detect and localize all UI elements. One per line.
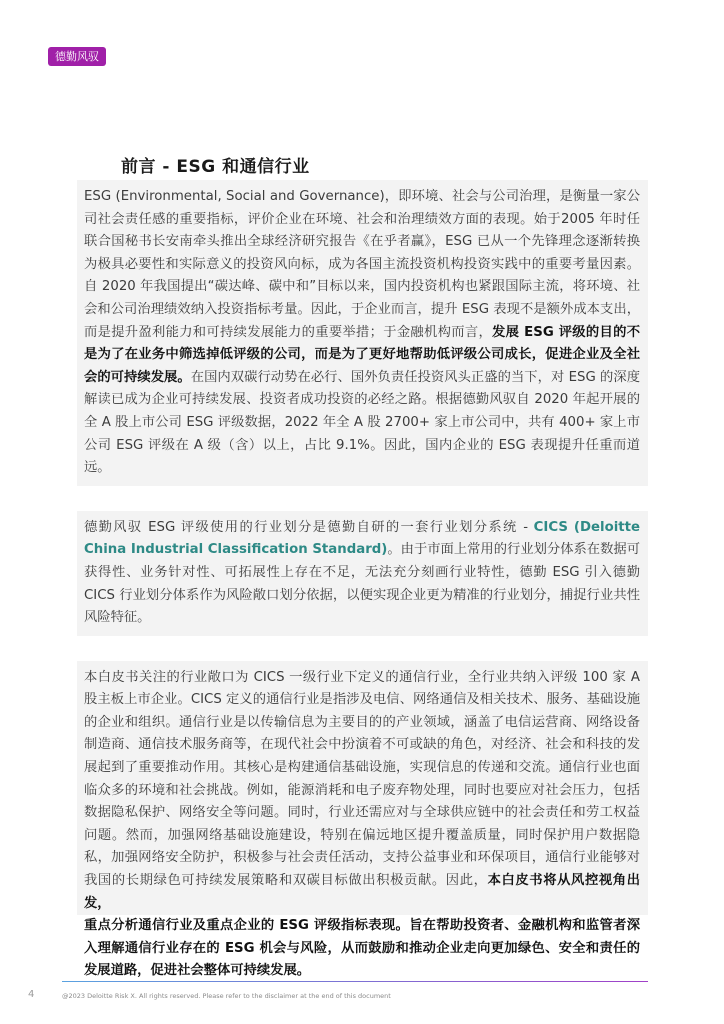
paragraph-emphasis: 本白皮书将从风控视角出发， [84, 873, 641, 911]
footer-copyright: @2023 Deloitte Risk X. All rights reserved. Please refer to the disclaimer at the end of this document [62, 992, 391, 1000]
paragraph-esg-intro [77, 180, 648, 486]
paragraph-cics [77, 511, 648, 636]
footer-divider [62, 981, 648, 982]
paragraph-text: 。由于市面上常用的行业划分体系在数据可获得性、业务针对性、可拓展性上存在不足，无法充分刻画行业特性，德勤 ESG 引入德勤 CICS 行业划分体系作为风险敞口划分依据，以便实现企业更为精准的行业划分，捕捉行业共性风险特征。 [84, 542, 640, 626]
paragraph-emphasis: 发展 ESG 评级的目的不是为了在业务中筛选掉低评级的公司，而是为了更好地帮助低评级公司成长，促进企业及全社会的可持续发展。 [84, 324, 640, 385]
paragraph-text: 在国内双碳行动势在必行、国外负责任投资风头正盛的当下，对 ESG 的深度解读已成为企业可持续发展、投资者成功投资的必经之路。根据德勤风驭自 2020 年起开展的全 A 股上市公司 ESG 评级数据，2022 年全 A 股 2700+ 家上市公司中，共有 400+ 家上市公司 ESG 评级在 A 级（含）以上，占比 9.1%。因此，国内企业的 ESG 表现提升任重而道远。 [84, 369, 641, 476]
content-area [77, 180, 648, 983]
cics-highlight: CICS (Deloitte China Industrial Classification Standard) [84, 519, 641, 558]
paragraph-text: 德勤风驭 ESG 评级使用的行业划分是德勤自研的一套行业划分系统 - [84, 519, 534, 535]
paragraph-text: ESG (Environmental, Social and Governance)，即环境、社会与公司治理，是衡量一家公司社会责任感的重要指标，评价企业在环境、社会和治理绩效方面的表现。始于2005 年时任联合国秘书长安南牵头推出全球经济研究报告《在乎者赢》，ESG 已从一个先锋理念逐渐转换为极具必要性和实际意义的投资风向标，成为各国主流投资机构投资实践中的重要考量因素。自 2020 年我国提出“碳达峰、碳中和”目标以来，国内投资机构也紧跟国际主流，将环境、社会和公司治理绩效纳入投资指标考量。因此，于企业而言，提升 ESG 表现不是额外成本支出，而是提升盈利能力和可持续发展能力的重要举措；于金融机构而言， [84, 189, 640, 340]
page-number: 4 [28, 989, 35, 1000]
brand-tag: 德勤风驭 [48, 47, 106, 66]
paragraph-telecom [77, 661, 648, 916]
paragraph-conclusion: 重点分析通信行业及重点企业的 ESG 评级指标表现。旨在帮助投资者、金融机构和监管者深入理解通信行业存在的 ESG 机会与风险，从而鼓励和推动企业走向更加绿色、安全和责任的发展道路，促进社会整体可持续发展。 [84, 918, 640, 979]
section-title: 前言 - ESG 和通信行业 [121, 157, 310, 177]
paragraph-text: 本白皮书关注的行业敞口为 CICS 一级行业下定义的通信行业，全行业共纳入评级 100 家 A 股主板上市企业。CICS 定义的通信行业是指涉及电信、网络通信及相关技术、服务、基础设施的企业和组织。通信行业是以传输信息为主要目的的产业领域，涵盖了电信运营商、网络设备制造商、通信技术服务商等，在现代社会中扮演着不可或缺的角色，对经济、社会和科技的发展起到了重要推动作用。其核心是构建通信基础设施，实现信息的传递和交流。通信行业也面临众多的环境和社会挑战。例如，能源消耗和电子废弃物处理，同时也要应对社会压力，包括数据隐私保护、网络安全等问题。同时，行业还需应对与全球供应链中的社会责任和劳工权益问题。然而，加强网络基础设施建设，特别在偏远地区提升覆盖质量，同时保护用户数据隐私，加强网络安全防护，积极参与社会责任活动，支持公益事业和环保项目，通信行业能够对我国的长期绿色可持续发展策略和双碳目标做出积极贡献。因此， [84, 669, 640, 889]
